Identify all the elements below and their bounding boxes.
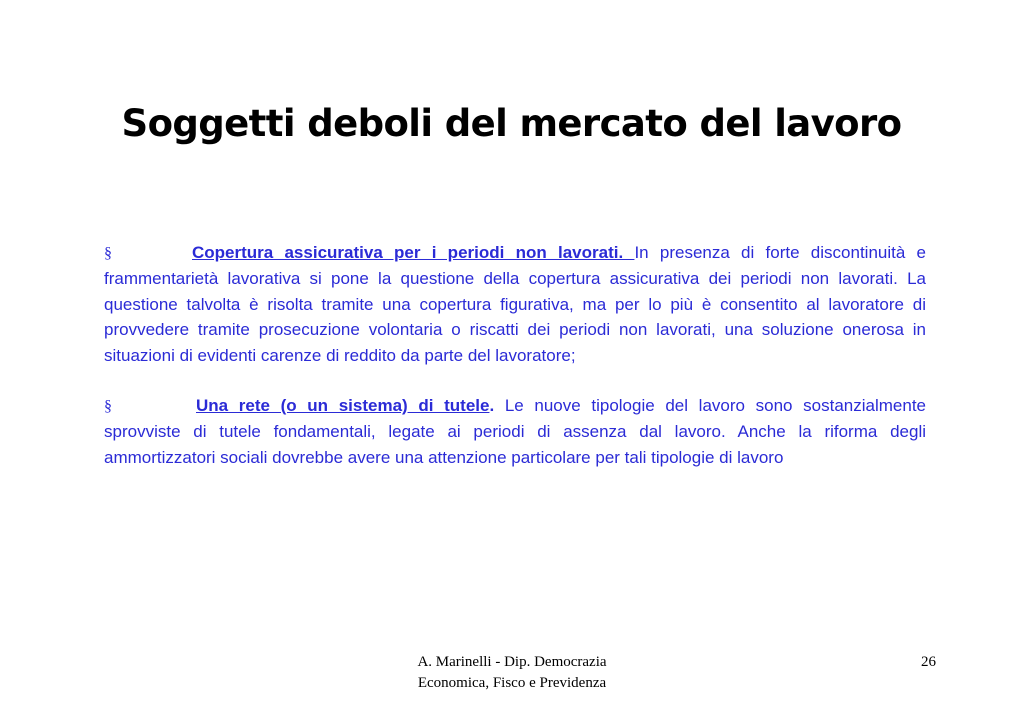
slide-title: Soggetti deboli del mercato del lavoro <box>121 102 902 145</box>
paragraph-rete-di-tutele <box>104 393 926 470</box>
paragraph-text: Le nuove tipologie del lavoro sono sostanzialmente sprovviste di tutele fondamentali, legate ai periodi di assenza dal lavoro. Anche la riforma degli ammortizzatori sociali dovrebbe avere una attenzione particolare per tali tipologie di lavoro <box>104 396 926 467</box>
paragraph-copertura-assicurativa <box>104 240 926 368</box>
paragraph-heading-punctuation: . <box>489 396 495 416</box>
paragraph-heading: Copertura assicurativa per i periodi non lavorati. <box>192 243 635 262</box>
section-bullet: § <box>104 245 112 262</box>
footer-line-1: A. Marinelli - Dip. Democrazia <box>417 654 607 670</box>
slide-content <box>104 240 926 495</box>
footer-author <box>362 652 662 694</box>
footer-line-2: Economica, Fisco e Previdenza <box>417 675 607 691</box>
section-bullet: § <box>104 398 112 416</box>
paragraph-text: In presenza di forte discontinuità e frammentarietà lavorativa si pone la questione della copertura assicurativa dei periodi non lavorati. La questione talvolta è risolta tramite una copertura figurativa, ma per lo più è consentito al lavoratore di provvedere tramite prosecuzione volontaria o riscatti dei periodi non lavorati, una soluzione onerosa in situazioni di evidenti carenze di reddito da parte del lavoratore; <box>104 243 927 365</box>
paragraph-heading: Una rete (o un sistema) di tutele <box>196 396 490 416</box>
page-number: 26 <box>921 654 936 670</box>
